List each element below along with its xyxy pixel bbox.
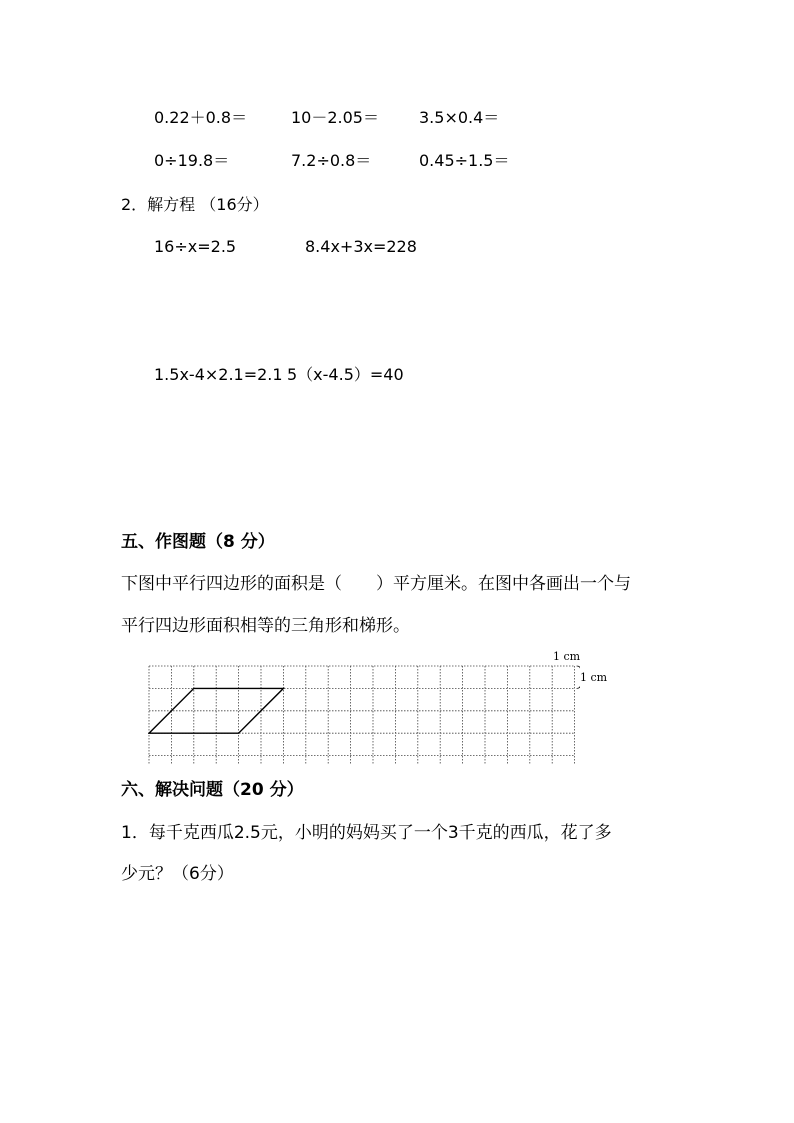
calc-item-4: 0÷19.8＝ xyxy=(154,151,230,170)
grid-lines xyxy=(149,666,575,765)
section6-title: 六、解决问题（20 分） xyxy=(121,780,304,800)
calc-item-5: 7.2÷0.8＝ xyxy=(291,151,372,170)
equation-2: 8.4x+3x=228 xyxy=(305,237,417,256)
calc-item-2: 10－2.05＝ xyxy=(291,108,379,127)
unit-brace xyxy=(577,666,580,688)
equations-title: 2．解方程 （16分） xyxy=(121,195,269,214)
unit-label-top: 1 cm xyxy=(553,650,581,663)
equation-4: 5（x-4.5）=40 xyxy=(287,365,404,384)
unit-label-right: 1 cm xyxy=(580,671,608,684)
calc-item-3: 3.5×0.4＝ xyxy=(419,108,500,127)
grid-figure xyxy=(148,665,580,765)
calc-item-1: 0.22＋0.8＝ xyxy=(154,108,248,127)
calc-item-6: 0.45÷1.5＝ xyxy=(419,151,510,170)
equation-3: 1.5x-4×2.1=2.1 xyxy=(154,365,283,384)
section5-line2: 平行四边形面积相等的三角形和梯形。 xyxy=(121,616,410,636)
equation-1: 16÷x=2.5 xyxy=(154,237,237,256)
section5-line1: 下图中平行四边形的面积是（ ）平方厘米。在图中各画出一个与 xyxy=(121,574,631,594)
question-1-line2: 少元？（6分） xyxy=(121,864,234,884)
section5-title: 五、作图题（8 分） xyxy=(121,532,275,552)
question-1-line1: 1．每千克西瓜2.5元，小明的妈妈买了一个3千克的西瓜，花了多 xyxy=(121,823,612,843)
